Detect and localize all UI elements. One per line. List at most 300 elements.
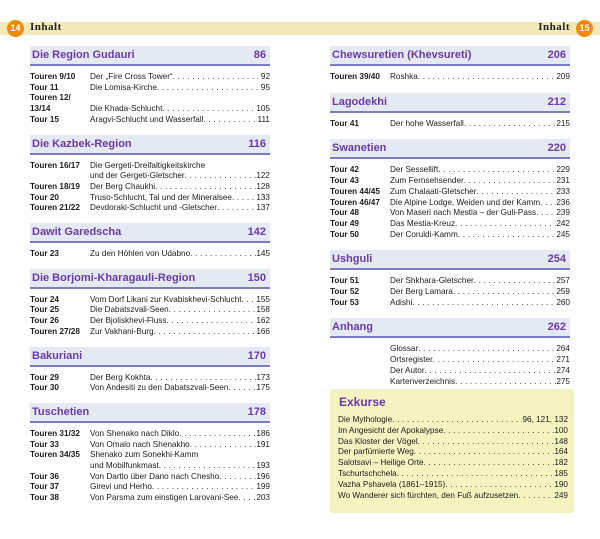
leader-dots (458, 230, 557, 241)
section-title: Tuschetien (32, 405, 90, 418)
section-page: 116 (248, 137, 266, 150)
entry-title: Der Berg Kokhta (90, 372, 151, 382)
entry-line (390, 344, 570, 355)
exkurse-box (330, 389, 574, 513)
entry-title: Der hohe Wasserfall (390, 118, 464, 128)
toc-section (330, 250, 570, 308)
entry-title: Der Berg Chaukhi (90, 181, 156, 191)
entry-page: 95 (260, 82, 270, 92)
tour-label (330, 344, 390, 355)
tour-label: Tour 48 (330, 208, 359, 218)
toc-entry[interactable] (30, 482, 270, 493)
entry-title: Der Autor (390, 365, 425, 375)
tour-label: Touren 44/45 (330, 186, 380, 196)
toc-entry[interactable] (30, 203, 270, 214)
toc-entry[interactable] (338, 480, 568, 491)
entry-page: 215 (556, 118, 570, 128)
tour-label: Touren 12/ (30, 93, 71, 103)
tour-label (330, 366, 390, 377)
tour-label: Touren 39/40 (330, 72, 380, 81)
toc-entry[interactable] (330, 119, 570, 130)
left-page-header (0, 0, 300, 46)
section-entries (330, 338, 570, 387)
section-heading[interactable] (330, 250, 570, 270)
toc-entry[interactable] (30, 316, 270, 327)
leader-dots (476, 187, 556, 198)
entry-line (90, 316, 270, 327)
entry-title: Zu den Höhlen von Udabno (90, 249, 191, 259)
entry-line (390, 287, 570, 298)
section-title: Anhang (332, 321, 373, 334)
section-heading[interactable] (30, 269, 270, 289)
leader-dots (424, 458, 555, 469)
toc-section (30, 223, 270, 260)
entry-page: 100 (554, 425, 568, 435)
entry-page: 233 (556, 186, 570, 196)
entry-title: Kartenverzeichnis (390, 376, 456, 386)
entry-title: Der Shkhara-Gletscher (390, 276, 474, 286)
toc-section (330, 318, 570, 387)
entry-title: Salotsavi – Heilige Orte (338, 458, 424, 468)
entry-title: Roshka (390, 72, 418, 81)
tour-label: Tour 53 (330, 297, 359, 307)
entry-page: 229 (556, 165, 570, 175)
toc-entry[interactable] (338, 491, 568, 502)
entry-line (90, 295, 270, 306)
tour-label: Tour 42 (330, 165, 359, 175)
tour-label: Tour 41 (330, 118, 359, 128)
leader-dots (418, 437, 555, 448)
entry-line (390, 377, 570, 388)
entry-title: Der Bjoliskhevi-Fluss (90, 316, 167, 326)
entry-line (338, 458, 568, 469)
entry-title: Ortsregister (390, 355, 433, 365)
toc-section (330, 93, 570, 130)
entry-title: und Mobilfunkmast (90, 461, 159, 471)
toc-entry[interactable] (338, 458, 568, 469)
right-toc-column (330, 46, 570, 387)
leader-dots (536, 208, 556, 219)
leader-dots (217, 203, 256, 214)
section-title: Ushguli (332, 253, 373, 266)
exkurse-list (330, 409, 574, 501)
entry-page: 190 (554, 479, 568, 489)
entry-page: 92 (260, 72, 270, 81)
tour-label: Touren 34/35 (30, 450, 80, 460)
section-title: Dawit Garedscha (32, 226, 122, 239)
entry-line (390, 298, 570, 309)
section-entries (30, 66, 270, 126)
toc-section (30, 46, 270, 126)
header-title: Inhalt (30, 21, 62, 33)
toc-entry[interactable] (338, 447, 568, 458)
toc-entry[interactable] (330, 276, 570, 287)
entry-title: Zum Chalaati-Gletscher (390, 186, 477, 196)
entry-page: 191 (256, 439, 270, 449)
entry-line (390, 230, 570, 241)
leader-dots (173, 72, 261, 83)
section-title: Die Kazbek-Region (32, 137, 132, 150)
section-entries (330, 159, 570, 240)
leader-dots (232, 193, 256, 204)
entry-title: Tschurtschchela (338, 468, 397, 478)
tour-label: Touren 46/47 (330, 197, 380, 207)
leader-dots (425, 366, 557, 377)
entry-title: Von Dartlo über Dano nach Chesho (90, 471, 220, 481)
entry-page: 264 (556, 344, 570, 354)
tour-label: Touren 27/28 (30, 326, 80, 336)
entry-line (90, 182, 270, 193)
entry-page: 175 (256, 383, 270, 393)
tour-label: Tour 25 (30, 305, 59, 315)
entry-page: 245 (556, 229, 570, 239)
entry-line (90, 327, 270, 338)
entry-page: 148 (554, 436, 568, 446)
leader-dots (190, 249, 256, 260)
section-heading[interactable] (30, 135, 270, 155)
leader-dots (443, 426, 554, 437)
leader-dots (455, 377, 556, 388)
toc-entry[interactable] (30, 461, 270, 472)
entry-title: Zur Vakhani-Burg (90, 326, 154, 336)
entry-page: 193 (256, 461, 270, 471)
entry-line (390, 208, 570, 219)
toc-entry[interactable] (330, 219, 570, 230)
entry-title: Aragvi-Schlucht und Wasserfall (90, 114, 204, 124)
leader-dots (238, 493, 256, 504)
section-entries (330, 113, 570, 130)
entry-page: 260 (556, 297, 570, 307)
section-page: 86 (253, 49, 266, 61)
tour-label: Tour 23 (30, 249, 59, 259)
tour-label: Tour 52 (330, 287, 359, 297)
toc-entry[interactable] (30, 171, 270, 182)
toc-entry[interactable] (338, 469, 568, 480)
leader-dots (203, 115, 257, 126)
entry-page: 145 (256, 249, 270, 259)
leader-dots (219, 472, 256, 483)
entry-line (90, 383, 270, 394)
entry-title: Shenako zum Sonekhi-Kamm (90, 450, 199, 460)
tour-label: Tour 43 (330, 176, 359, 186)
section-entries (30, 423, 270, 504)
toc-entry[interactable] (30, 249, 270, 260)
entry-page: 271 (556, 355, 570, 365)
entry-page: 173 (256, 372, 270, 382)
tour-label: Tour 30 (30, 383, 59, 393)
section-title: Lagodekhi (332, 95, 388, 108)
entry-page: 185 (554, 468, 568, 478)
entry-line (390, 187, 570, 198)
tour-label: Touren 31/32 (30, 428, 80, 438)
entry-line (338, 426, 568, 437)
leader-dots (464, 119, 556, 130)
entry-title: Die Alpine Lodge, Weiden und der Kamm (390, 197, 541, 207)
tour-label: Touren 9/10 (30, 72, 76, 81)
section-page: 170 (247, 349, 266, 362)
entry-page: 122 (256, 171, 270, 181)
toc-entry[interactable] (330, 366, 570, 377)
leader-dots (159, 461, 257, 472)
entry-line (90, 482, 270, 493)
section-heading[interactable] (30, 46, 270, 66)
entry-page: 249 (554, 490, 568, 500)
entry-line (90, 104, 270, 115)
tour-label: Tour 51 (330, 276, 359, 286)
tour-label: Tour 33 (30, 439, 59, 449)
entry-title: Adishi (390, 297, 413, 307)
leader-dots (474, 276, 557, 287)
section-heading[interactable] (330, 46, 570, 66)
entry-title: Girevi und Herho (90, 482, 152, 492)
toc-entry[interactable] (30, 295, 270, 306)
tour-label: Tour 37 (30, 482, 59, 492)
entry-title: Die Lomisa-Kirche (90, 82, 157, 92)
toc-entry[interactable] (330, 187, 570, 198)
entry-line (338, 437, 568, 448)
section-heading[interactable] (330, 93, 570, 113)
section-title: Swanetien (332, 142, 387, 155)
section-page: 220 (547, 142, 566, 155)
leader-dots (433, 355, 557, 366)
tour-label: Tour 49 (330, 218, 359, 228)
leader-dots (445, 480, 554, 491)
entry-line (90, 440, 270, 451)
entry-title: Die Mythologie (338, 415, 393, 424)
section-page: 142 (247, 226, 266, 239)
leader-dots (242, 295, 257, 306)
toc-entry[interactable] (330, 208, 570, 219)
entry-line (338, 469, 568, 480)
tour-label (330, 377, 390, 388)
entry-page: 231 (556, 176, 570, 186)
entry-page: 236 (556, 197, 570, 207)
toc-entry[interactable] (30, 83, 270, 94)
entry-line (90, 429, 270, 440)
toc-entry[interactable] (30, 493, 270, 504)
section-title: Chewsuretien (Khevsureti) (332, 49, 472, 61)
toc-entry[interactable] (330, 230, 570, 241)
toc-section (330, 46, 570, 83)
entry-line (390, 176, 570, 187)
toc-entry[interactable] (30, 104, 270, 115)
tour-label: Tour 36 (30, 471, 59, 481)
toc-entry[interactable] (30, 193, 270, 204)
toc-entry[interactable] (30, 182, 270, 193)
leader-dots (418, 72, 557, 83)
entry-line (90, 161, 270, 172)
entry-title: Wo Wanderer sich fürchten, den Fuß aufzusetzen (338, 490, 519, 500)
entry-line (390, 355, 570, 366)
toc-entry[interactable] (330, 344, 570, 355)
section-page: 150 (247, 271, 266, 284)
page-number: 14 (7, 20, 24, 37)
entry-title: Von Omalo nach Shenakho (90, 439, 190, 449)
entry-title: Der „Fire Cross Tower“ (90, 72, 173, 81)
entry-title: Die Dabatszvali-Seen (90, 305, 169, 315)
entry-line (90, 72, 270, 83)
entry-line (90, 115, 270, 126)
leader-dots (392, 415, 522, 426)
leader-dots (190, 440, 257, 451)
section-heading[interactable] (330, 139, 570, 159)
entry-line (90, 450, 270, 461)
toc-entry[interactable] (330, 287, 570, 298)
leader-dots (169, 305, 257, 316)
section-heading[interactable] (330, 318, 570, 338)
entry-page: 158 (256, 305, 270, 315)
entry-line (338, 480, 568, 491)
tour-label: Tour 50 (330, 229, 359, 239)
toc-entry[interactable] (330, 377, 570, 388)
entry-title: Der parfümierte Weg (338, 447, 414, 457)
toc-entry[interactable] (30, 429, 270, 440)
section-entries (330, 66, 570, 83)
header-title: Inhalt (538, 21, 570, 33)
section-page: 206 (547, 49, 566, 61)
entry-title: Von Andesiti zu den Dabatszvali-Seen (90, 383, 229, 393)
exkurse-title: Exkurse (339, 395, 386, 409)
entry-page: 257 (556, 276, 570, 286)
toc-entry[interactable] (30, 93, 270, 104)
entry-page: 164 (554, 447, 568, 457)
leader-dots (155, 182, 256, 193)
entry-page: 105 (256, 104, 270, 114)
toc-entry[interactable] (330, 355, 570, 366)
toc-entry[interactable] (30, 373, 270, 384)
toc-entry[interactable] (330, 176, 570, 187)
section-title: Die Region Gudauri (32, 49, 135, 61)
entry-line (390, 72, 570, 83)
entry-title: Zum Fernsehsender (390, 176, 464, 186)
entry-title: Die Gergeti-Dreifaltigkeitskirche (90, 160, 206, 170)
leader-dots (412, 298, 556, 309)
entry-line (90, 305, 270, 316)
entry-page: 196 (256, 471, 270, 481)
toc-entry[interactable] (30, 450, 270, 461)
entry-line (90, 373, 270, 384)
entry-page: 162 (256, 316, 270, 326)
toc-entry[interactable] (30, 115, 270, 126)
toc-section (30, 347, 270, 394)
leader-dots (438, 165, 556, 176)
toc-entry[interactable] (30, 305, 270, 316)
section-title: Die Borjomi-Kharagauli-Region (32, 271, 196, 284)
leader-dots (464, 176, 557, 187)
entry-line (90, 472, 270, 483)
leader-dots (418, 344, 556, 355)
tour-label: Touren 16/17 (30, 160, 80, 170)
entry-title: Das Kloster der Vögel (338, 436, 418, 446)
entry-line (390, 276, 570, 287)
section-page: 178 (247, 405, 266, 418)
leader-dots (518, 491, 554, 502)
entry-line (390, 366, 570, 377)
section-entries (330, 270, 570, 308)
entry-title: Truso-Schlucht, Tal und der Mineralsee (90, 192, 232, 202)
entry-page: 199 (256, 482, 270, 492)
entry-title: Vom Dorf Likani zur Kvabiskhevi-Schlucht (90, 294, 242, 304)
entry-title: Im Angesicht der Apokalypse (338, 425, 444, 435)
entry-page: 239 (556, 208, 570, 218)
entry-title: Das Mestia-Kreuz (390, 218, 456, 228)
toc-entry[interactable] (338, 415, 568, 426)
entry-title: Devdoraki-Schlucht und -Gletscher (90, 203, 217, 213)
entry-page: 96, 121, 132 (522, 415, 568, 424)
entry-page: 203 (256, 493, 270, 503)
leader-dots (157, 83, 261, 94)
section-heading[interactable] (30, 223, 270, 243)
entry-line (338, 447, 568, 458)
toc-entry[interactable] (30, 72, 270, 83)
toc-entry[interactable] (338, 437, 568, 448)
toc-entry[interactable] (338, 426, 568, 437)
entry-line (90, 83, 270, 94)
entry-title: Vazha Pshavela (1861–1915) (338, 479, 446, 489)
entry-title: Der Coruldi-Kamm (390, 229, 458, 239)
right-page-header (300, 0, 600, 46)
toc-section (330, 139, 570, 240)
entry-page: 274 (556, 365, 570, 375)
toc-entry[interactable] (30, 327, 270, 338)
tour-label (330, 355, 390, 366)
section-heading[interactable] (30, 403, 270, 423)
toc-entry[interactable] (30, 161, 270, 172)
entry-line (90, 193, 270, 204)
entry-line (90, 461, 270, 472)
tour-label: Touren 18/19 (30, 181, 80, 191)
leader-dots (540, 198, 556, 209)
entry-line (338, 415, 568, 426)
entry-page: 155 (256, 294, 270, 304)
entry-page: 186 (256, 428, 270, 438)
leader-dots (397, 469, 555, 480)
section-page: 212 (547, 95, 566, 108)
entry-line (338, 491, 568, 502)
section-entries (30, 155, 270, 215)
section-page: 254 (547, 253, 566, 266)
page-number: 15 (576, 20, 593, 37)
leader-dots (162, 104, 256, 115)
leader-dots (228, 383, 256, 394)
tour-label: Tour 20 (30, 192, 59, 202)
section-entries (30, 243, 270, 260)
toc-entry[interactable] (330, 298, 570, 309)
toc-entry[interactable] (30, 383, 270, 394)
entry-title: Glossar (390, 344, 419, 354)
toc-entry[interactable] (330, 198, 570, 209)
tour-label: Tour 11 (30, 82, 59, 92)
entry-title: Von Maseri nach Mestia – der Guli-Pass (390, 208, 537, 218)
entry-page: 182 (554, 458, 568, 468)
entry-page: 275 (556, 376, 570, 386)
entry-page: 242 (556, 218, 570, 228)
tour-label: 13/14 (30, 104, 51, 114)
toc-entry[interactable] (330, 165, 570, 176)
toc-entry[interactable] (30, 440, 270, 451)
toc-entry[interactable] (330, 72, 570, 83)
tour-label: Tour 38 (30, 493, 59, 503)
entry-page: 133 (256, 192, 270, 202)
section-title: Bakuriani (32, 349, 83, 362)
toc-entry[interactable] (30, 472, 270, 483)
tour-label (30, 461, 90, 472)
section-heading[interactable] (30, 347, 270, 367)
entry-page: 137 (256, 203, 270, 213)
entry-line (90, 249, 270, 260)
leader-dots (154, 327, 257, 338)
section-entries (30, 367, 270, 394)
